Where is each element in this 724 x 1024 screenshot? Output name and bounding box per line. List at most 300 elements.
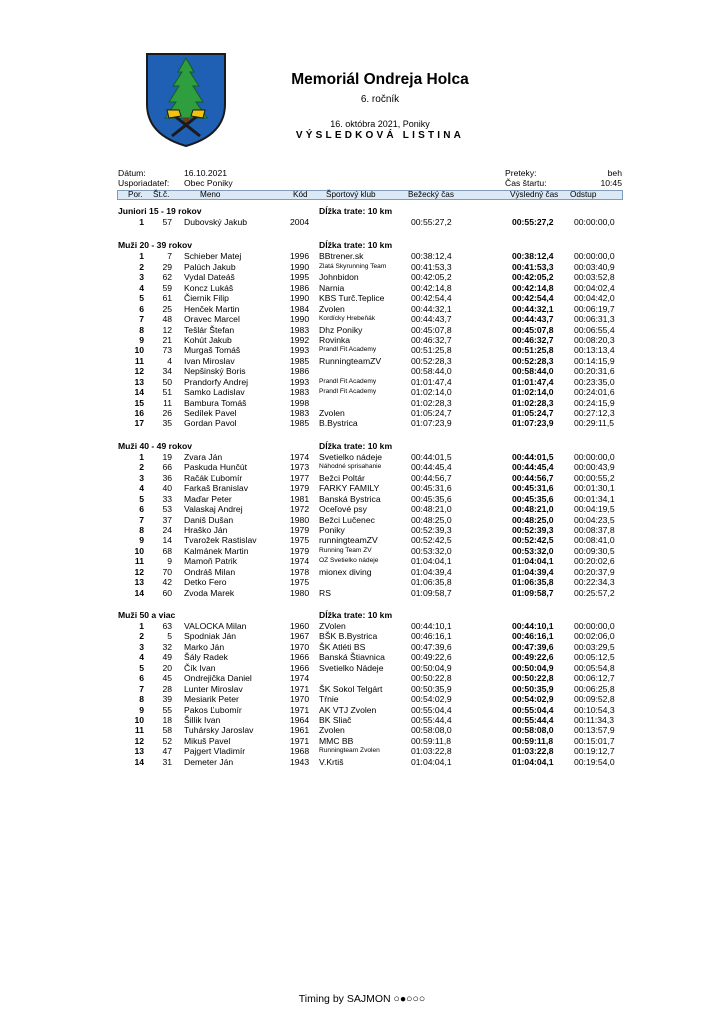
cell-run-time: 00:54:02,9 bbox=[411, 694, 452, 705]
cell-result-time: 00:52:28,3 bbox=[512, 355, 554, 366]
cell-run-time: 00:44:56,7 bbox=[411, 472, 452, 483]
cell-bib: 50 bbox=[162, 376, 172, 387]
cell-run-time: 00:53:32,0 bbox=[411, 545, 452, 556]
cell-year: 1983 bbox=[290, 324, 310, 335]
cell-result-time: 00:45:35,6 bbox=[512, 493, 554, 504]
cell-rank: 8 bbox=[139, 324, 144, 335]
cell-club: ŠK Atléti BS bbox=[319, 641, 366, 652]
table-row bbox=[0, 515, 724, 525]
cell-gap: 00:14:15,9 bbox=[574, 355, 615, 366]
cell-result-time: 00:52:42,5 bbox=[512, 535, 554, 546]
cell-year: 1980 bbox=[290, 587, 310, 598]
cell-club: Runningteam Zvolen bbox=[319, 747, 380, 755]
start-label: Čas štartu: bbox=[505, 178, 547, 188]
table-row bbox=[0, 293, 724, 303]
cell-year: 1971 bbox=[290, 735, 310, 746]
cell-year: 1990 bbox=[290, 293, 310, 304]
cell-club: RunningteamZV bbox=[319, 355, 382, 366]
table-row bbox=[0, 345, 724, 355]
table-row bbox=[0, 621, 724, 631]
cell-bib: 11 bbox=[163, 397, 172, 408]
cell-rank: 6 bbox=[139, 673, 144, 684]
cell-rank: 2 bbox=[139, 462, 144, 473]
table-row bbox=[0, 663, 724, 673]
cell-run-time: 00:49:22,6 bbox=[411, 652, 452, 663]
cell-gap: 00:20:02,6 bbox=[574, 556, 615, 567]
table-row bbox=[0, 567, 724, 577]
cell-name: Tuhársky Jaroslav bbox=[184, 725, 254, 736]
cell-bib: 29 bbox=[162, 261, 172, 272]
cell-bib: 52 bbox=[162, 735, 172, 746]
cell-bib: 4 bbox=[167, 355, 172, 366]
cell-run-time: 01:01:47,4 bbox=[411, 376, 452, 387]
cell-year: 1979 bbox=[290, 483, 310, 494]
cell-bib: 24 bbox=[162, 524, 172, 535]
cell-result-time: 01:05:24,7 bbox=[512, 408, 554, 418]
table-row bbox=[0, 546, 724, 556]
category-spacer bbox=[0, 767, 724, 775]
cell-year: 1983 bbox=[290, 387, 310, 398]
cell-run-time: 00:42:54,4 bbox=[411, 293, 452, 304]
cell-result-time: 00:50:35,9 bbox=[512, 683, 554, 694]
cell-rank: 11 bbox=[134, 355, 144, 366]
cell-run-time: 00:55:04,4 bbox=[411, 704, 452, 715]
cell-bib: 32 bbox=[162, 641, 172, 652]
cell-name: Ondrejička Daniel bbox=[184, 673, 252, 684]
table-row bbox=[0, 325, 724, 335]
cell-year: 1975 bbox=[290, 577, 310, 588]
cell-run-time: 00:45:07,8 bbox=[411, 324, 452, 335]
cell-gap: 00:01:34,1 bbox=[574, 493, 615, 504]
cell-club: Banská Bystrica bbox=[319, 493, 381, 504]
cell-run-time: 01:04:04,1 bbox=[411, 756, 452, 767]
start-value: 10:45 bbox=[600, 178, 622, 188]
category-distance: Dĺžka trate: 10 km bbox=[319, 240, 393, 251]
col-kod: Kód bbox=[293, 190, 308, 199]
cell-result-time: 00:59:11,8 bbox=[512, 735, 554, 746]
cell-name: Kohút Jakub bbox=[184, 334, 232, 345]
cell-club: MMC BB bbox=[319, 735, 354, 746]
col-por: Por. bbox=[128, 190, 143, 199]
cell-result-time: 00:54:02,9 bbox=[512, 694, 554, 705]
cell-bib: 36 bbox=[162, 472, 172, 483]
cell-bib: 25 bbox=[162, 303, 172, 314]
cell-gap: 00:04:42,0 bbox=[574, 293, 615, 304]
cell-gap: 00:11:34,3 bbox=[574, 714, 614, 725]
cell-bib: 7 bbox=[167, 251, 172, 262]
cell-year: 1984 bbox=[290, 303, 310, 314]
cell-club: OZ Svetielko nádeje bbox=[319, 557, 379, 565]
cell-rank: 6 bbox=[139, 504, 144, 515]
cell-year: 1995 bbox=[290, 272, 310, 283]
cell-result-time: 00:49:22,6 bbox=[512, 652, 554, 663]
organizer-value: Obec Poniky bbox=[184, 178, 233, 188]
cell-club: mionex diving bbox=[319, 566, 372, 577]
cell-year: 1978 bbox=[290, 566, 310, 577]
table-row bbox=[0, 577, 724, 587]
cell-gap: 00:03:52,8 bbox=[574, 272, 615, 283]
cell-run-time: 01:04:39,4 bbox=[411, 566, 452, 577]
table-row bbox=[0, 684, 724, 694]
cell-club: Tŕnie bbox=[319, 694, 339, 705]
cell-year: 1974 bbox=[290, 673, 310, 684]
table-row bbox=[0, 366, 724, 376]
cell-rank: 1 bbox=[139, 217, 144, 227]
cell-club: Zvolen bbox=[319, 408, 345, 418]
column-header bbox=[117, 190, 623, 200]
cell-rank: 2 bbox=[139, 261, 144, 272]
cell-run-time: 00:47:39,6 bbox=[411, 641, 452, 652]
cell-club: Dhz Poniky bbox=[319, 324, 363, 335]
cell-name: Paskuda Hunčút bbox=[184, 462, 248, 473]
cell-result-time: 01:07:23,9 bbox=[512, 418, 554, 429]
category-header bbox=[0, 441, 724, 452]
cell-bib: 34 bbox=[162, 366, 172, 377]
cell-bib: 28 bbox=[162, 683, 172, 694]
cell-result-time: 00:52:39,3 bbox=[512, 524, 554, 535]
table-row bbox=[0, 736, 724, 746]
cell-club: Narnia bbox=[319, 282, 345, 293]
cell-rank: 8 bbox=[139, 694, 144, 705]
cell-run-time: 00:50:22,8 bbox=[411, 673, 452, 684]
cell-rank: 7 bbox=[139, 514, 144, 525]
cell-bib: 49 bbox=[162, 652, 172, 663]
cell-year: 1974 bbox=[290, 451, 310, 462]
cell-bib: 61 bbox=[162, 293, 172, 304]
cell-gap: 00:22:34,3 bbox=[574, 577, 615, 588]
cell-result-time: 01:04:04,1 bbox=[512, 556, 554, 567]
cell-bib: 42 bbox=[162, 577, 172, 588]
cell-gap: 00:06:31,3 bbox=[574, 314, 615, 325]
cell-club: runningteamZV bbox=[319, 535, 378, 546]
cell-gap: 00:25:57,2 bbox=[574, 587, 615, 598]
cell-club: Zvolen bbox=[319, 303, 345, 314]
results-table bbox=[0, 206, 724, 775]
cell-name: Zvara Ján bbox=[184, 451, 223, 462]
cell-result-time: 00:38:12,4 bbox=[512, 251, 554, 262]
cell-run-time: 00:51:25,8 bbox=[411, 345, 452, 356]
cell-result-time: 00:58:44,0 bbox=[512, 366, 554, 377]
cell-gap: 00:15:01,7 bbox=[574, 735, 615, 746]
cell-gap: 00:00:43,9 bbox=[574, 462, 615, 473]
cell-rank: 4 bbox=[139, 483, 144, 494]
cell-run-time: 00:46:16,1 bbox=[411, 631, 452, 642]
table-row bbox=[0, 262, 724, 272]
cell-year: 1986 bbox=[290, 366, 310, 377]
table-row bbox=[0, 746, 724, 756]
cell-result-time: 00:48:21,0 bbox=[512, 504, 554, 515]
category-spacer bbox=[0, 227, 724, 236]
cell-bib: 48 bbox=[162, 314, 172, 325]
cell-rank: 10 bbox=[134, 714, 144, 725]
cell-year: 1993 bbox=[290, 376, 310, 387]
cell-gap: 00:27:12,3 bbox=[574, 408, 615, 418]
organizer-label: Usporiadateľ: bbox=[118, 178, 170, 188]
cell-rank: 9 bbox=[139, 535, 144, 546]
cell-rank: 15 bbox=[134, 397, 144, 408]
cell-name: Ivan Miroslav bbox=[184, 355, 235, 366]
category-name: Muži 20 - 39 rokov bbox=[118, 240, 193, 251]
cell-gap: 00:00:00,0 bbox=[574, 621, 615, 631]
cell-name: Oravec Marcel bbox=[184, 314, 240, 325]
cell-name: Pajgert Vladimír bbox=[184, 746, 246, 757]
cell-run-time: 00:52:28,3 bbox=[411, 355, 452, 366]
cell-year: 1960 bbox=[290, 621, 310, 631]
cell-bib: 63 bbox=[162, 621, 172, 631]
cell-rank: 12 bbox=[134, 566, 144, 577]
cell-result-time: 00:58:08,0 bbox=[512, 725, 554, 736]
table-row bbox=[0, 272, 724, 282]
cell-year: 1968 bbox=[290, 746, 310, 757]
cell-year: 1980 bbox=[290, 514, 310, 525]
cell-club: Zvolen bbox=[319, 725, 345, 736]
cell-rank: 9 bbox=[139, 704, 144, 715]
cell-run-time: 00:48:25,0 bbox=[411, 514, 452, 525]
cell-rank: 3 bbox=[139, 272, 144, 283]
cell-rank: 3 bbox=[139, 472, 144, 483]
cell-club: Running Team ZV bbox=[319, 546, 372, 554]
col-klub: Športový klub bbox=[326, 190, 376, 199]
cell-bib: 39 bbox=[162, 694, 172, 705]
cell-bib: 47 bbox=[162, 746, 172, 757]
col-vysledny-cas: Výsledný čas bbox=[510, 190, 559, 199]
cell-result-time: 01:01:47,4 bbox=[512, 376, 554, 387]
cell-name: Lunter Miroslav bbox=[184, 683, 243, 694]
cell-rank: 16 bbox=[134, 408, 144, 418]
cell-rank: 2 bbox=[139, 631, 144, 642]
cell-name: Murgaš Tomáš bbox=[184, 345, 241, 356]
table-row bbox=[0, 217, 724, 227]
cell-year: 1985 bbox=[290, 418, 310, 429]
cell-run-time: 01:07:23,9 bbox=[411, 418, 452, 429]
cell-name: Mesiarik Peter bbox=[184, 694, 239, 705]
table-row bbox=[0, 631, 724, 641]
cell-rank: 14 bbox=[134, 387, 144, 398]
cell-gap: 00:13:13,4 bbox=[574, 345, 615, 356]
cell-bib: 26 bbox=[162, 408, 172, 418]
table-row bbox=[0, 408, 724, 418]
cell-year: 1966 bbox=[290, 652, 310, 663]
cell-club: Rovinka bbox=[319, 334, 351, 345]
category-spacer bbox=[0, 598, 724, 606]
cell-gap: 00:08:37,8 bbox=[574, 524, 615, 535]
category-spacer bbox=[0, 429, 724, 437]
cell-bib: 59 bbox=[162, 282, 172, 293]
cell-bib: 37 bbox=[162, 514, 172, 525]
cell-run-time: 01:06:35,8 bbox=[411, 577, 452, 588]
cell-run-time: 00:44:01,5 bbox=[411, 451, 452, 462]
cell-run-time: 00:55:27,2 bbox=[411, 217, 452, 227]
page-title: Memoriál Ondreja Holca bbox=[291, 71, 469, 88]
cell-name: Mamoň Patrik bbox=[184, 556, 238, 567]
cell-year: 1966 bbox=[290, 662, 310, 673]
cell-rank: 9 bbox=[139, 334, 144, 345]
cell-name: Kalmánek Martin bbox=[184, 545, 249, 556]
cell-gap: 00:01:30,1 bbox=[574, 483, 615, 494]
cell-name: Šillik Ivan bbox=[184, 714, 221, 725]
cell-run-time: 00:38:12,4 bbox=[411, 251, 452, 262]
cell-name: Marko Ján bbox=[184, 641, 225, 652]
cell-gap: 00:13:57,9 bbox=[574, 725, 615, 736]
cell-year: 1979 bbox=[290, 545, 310, 556]
cell-club: Prandl Fit Academy bbox=[319, 377, 377, 385]
table-row bbox=[0, 494, 724, 504]
cell-club: Svetielko Nádeje bbox=[319, 662, 384, 673]
cell-year: 1975 bbox=[290, 535, 310, 546]
table-row bbox=[0, 304, 724, 314]
cell-run-time: 00:52:42,5 bbox=[411, 535, 452, 546]
cell-gap: 00:06:19,7 bbox=[574, 303, 615, 314]
cell-name: Palúch Jakub bbox=[184, 261, 236, 272]
cell-run-time: 00:58:08,0 bbox=[411, 725, 452, 736]
cell-run-time: 01:05:24,7 bbox=[411, 408, 452, 418]
cell-bib: 53 bbox=[162, 504, 172, 515]
table-row bbox=[0, 694, 724, 704]
category-header bbox=[0, 206, 724, 217]
col-meno: Meno bbox=[200, 190, 221, 199]
cell-rank: 13 bbox=[134, 577, 144, 588]
cell-club: FARKY FAMILY bbox=[319, 483, 380, 494]
cell-name: Tešlár Štefan bbox=[184, 324, 235, 335]
table-row bbox=[0, 673, 724, 683]
cell-name: Farkaš Branislav bbox=[184, 483, 248, 494]
cell-result-time: 00:46:32,7 bbox=[512, 334, 554, 345]
cell-gap: 00:04:19,5 bbox=[574, 504, 615, 515]
cell-gap: 00:00:00,0 bbox=[574, 217, 615, 227]
cell-name: Valaskaj Andrej bbox=[184, 504, 243, 515]
table-row bbox=[0, 398, 724, 408]
cell-name: Ondráš Milan bbox=[184, 566, 236, 577]
event-date-place: 16. októbra 2021, Poniky bbox=[330, 119, 430, 129]
cell-rank: 5 bbox=[139, 662, 144, 673]
table-row bbox=[0, 483, 724, 493]
cell-result-time: 00:44:10,1 bbox=[512, 621, 554, 631]
cell-bib: 68 bbox=[162, 545, 172, 556]
cell-rank: 7 bbox=[139, 683, 144, 694]
cell-run-time: 00:41:53,3 bbox=[411, 261, 452, 272]
cell-gap: 00:04:23,5 bbox=[574, 514, 615, 525]
cell-result-time: 00:48:25,0 bbox=[512, 514, 554, 525]
table-row bbox=[0, 462, 724, 472]
cell-result-time: 01:03:22,8 bbox=[512, 746, 554, 757]
cell-bib: 58 bbox=[162, 725, 172, 736]
cell-name: Pakos Ľubomír bbox=[184, 704, 242, 715]
cell-rank: 12 bbox=[134, 366, 144, 377]
cell-bib: 35 bbox=[162, 418, 172, 429]
cell-year: 1964 bbox=[290, 714, 310, 725]
category-header bbox=[0, 240, 724, 251]
cell-rank: 1 bbox=[139, 451, 144, 462]
cell-bib: 45 bbox=[162, 673, 172, 684]
cell-year: 1990 bbox=[290, 314, 310, 325]
cell-club: Bežci Poltár bbox=[319, 472, 365, 483]
timing-footer: Timing by SAJMON ○●○○○ bbox=[298, 993, 426, 1005]
cell-rank: 6 bbox=[139, 303, 144, 314]
cell-result-time: 01:02:28,3 bbox=[512, 397, 554, 408]
cell-year: 1977 bbox=[290, 472, 310, 483]
category-name: Muži 50 a viac bbox=[118, 610, 176, 620]
cell-bib: 19 bbox=[162, 451, 172, 462]
cell-gap: 00:09:52,8 bbox=[574, 694, 615, 705]
table-row bbox=[0, 715, 724, 725]
cell-result-time: 00:44:32,1 bbox=[512, 303, 554, 314]
document-title: VÝSLEDKOVÁ LISTINA bbox=[295, 130, 465, 141]
table-row bbox=[0, 314, 724, 324]
cell-name: Mikuš Pavel bbox=[184, 735, 231, 746]
cell-club: AK VTJ Zvolen bbox=[319, 704, 377, 715]
table-row bbox=[0, 556, 724, 566]
cell-name: Daniš Dušan bbox=[184, 514, 234, 525]
cell-name: Sedílek Pavel bbox=[184, 408, 237, 418]
cell-rank: 11 bbox=[134, 725, 144, 736]
cell-rank: 11 bbox=[134, 556, 144, 567]
category-name: Juniori 15 - 19 rokov bbox=[118, 206, 202, 216]
cell-name: Maďar Peter bbox=[184, 493, 232, 504]
category-name: Muži 40 - 49 rokov bbox=[118, 440, 193, 451]
table-row bbox=[0, 504, 724, 514]
cell-year: 1974 bbox=[290, 556, 310, 567]
cell-name: Čík Ivan bbox=[184, 662, 216, 673]
cell-gap: 00:23:35,0 bbox=[574, 376, 615, 387]
cell-club: ZVolen bbox=[319, 621, 346, 631]
cell-result-time: 00:41:53,3 bbox=[512, 261, 554, 272]
cell-result-time: 01:09:58,7 bbox=[512, 587, 554, 598]
table-row bbox=[0, 251, 724, 261]
cell-result-time: 00:44:45,4 bbox=[512, 462, 554, 473]
cell-bib: 33 bbox=[162, 493, 172, 504]
cell-gap: 00:08:41,0 bbox=[574, 535, 615, 546]
table-row bbox=[0, 452, 724, 462]
cell-year: 1981 bbox=[290, 493, 310, 504]
cell-result-time: 00:44:43,7 bbox=[512, 314, 554, 325]
table-row bbox=[0, 642, 724, 652]
cell-bib: 20 bbox=[162, 662, 172, 673]
cell-year: 1973 bbox=[290, 462, 310, 473]
cell-bib: 5 bbox=[167, 631, 172, 642]
cell-rank: 4 bbox=[139, 652, 144, 663]
date-label: Dátum: bbox=[118, 168, 146, 178]
cell-gap: 00:20:37,9 bbox=[574, 566, 615, 577]
cell-result-time: 01:04:04,1 bbox=[512, 756, 554, 767]
cell-name: VALOCKA Milan bbox=[184, 621, 247, 631]
cell-run-time: 00:45:35,6 bbox=[411, 493, 452, 504]
cell-gap: 00:04:02,4 bbox=[574, 282, 615, 293]
col-odstup: Odstup bbox=[570, 190, 597, 199]
cell-run-time: 00:58:44,0 bbox=[411, 366, 452, 377]
cell-bib: 70 bbox=[162, 566, 172, 577]
cell-result-time: 00:44:56,7 bbox=[512, 472, 554, 483]
cell-rank: 13 bbox=[134, 746, 144, 757]
cell-name: Vydal Dateáš bbox=[184, 272, 235, 283]
cell-run-time: 01:02:28,3 bbox=[411, 397, 452, 408]
cell-run-time: 00:59:11,8 bbox=[411, 735, 451, 746]
col-bezecky-cas: Bežecký čas bbox=[408, 190, 454, 199]
cell-bib: 9 bbox=[167, 556, 172, 567]
cell-rank: 4 bbox=[139, 282, 144, 293]
cell-run-time: 00:42:14,8 bbox=[411, 282, 452, 293]
cell-rank: 1 bbox=[139, 251, 144, 262]
cell-gap: 00:24:15,9 bbox=[574, 397, 615, 408]
table-row bbox=[0, 473, 724, 483]
cell-name: Tvarožek Rastislav bbox=[184, 535, 257, 546]
cell-result-time: 01:06:35,8 bbox=[512, 577, 554, 588]
cell-gap: 00:03:40,9 bbox=[574, 261, 615, 272]
cell-year: 1996 bbox=[290, 251, 310, 262]
cell-bib: 60 bbox=[162, 587, 172, 598]
cell-club: ŠK Sokol Telgárt bbox=[319, 683, 383, 694]
cell-name: Henček Martin bbox=[184, 303, 240, 314]
cell-bib: 14 bbox=[162, 535, 172, 546]
